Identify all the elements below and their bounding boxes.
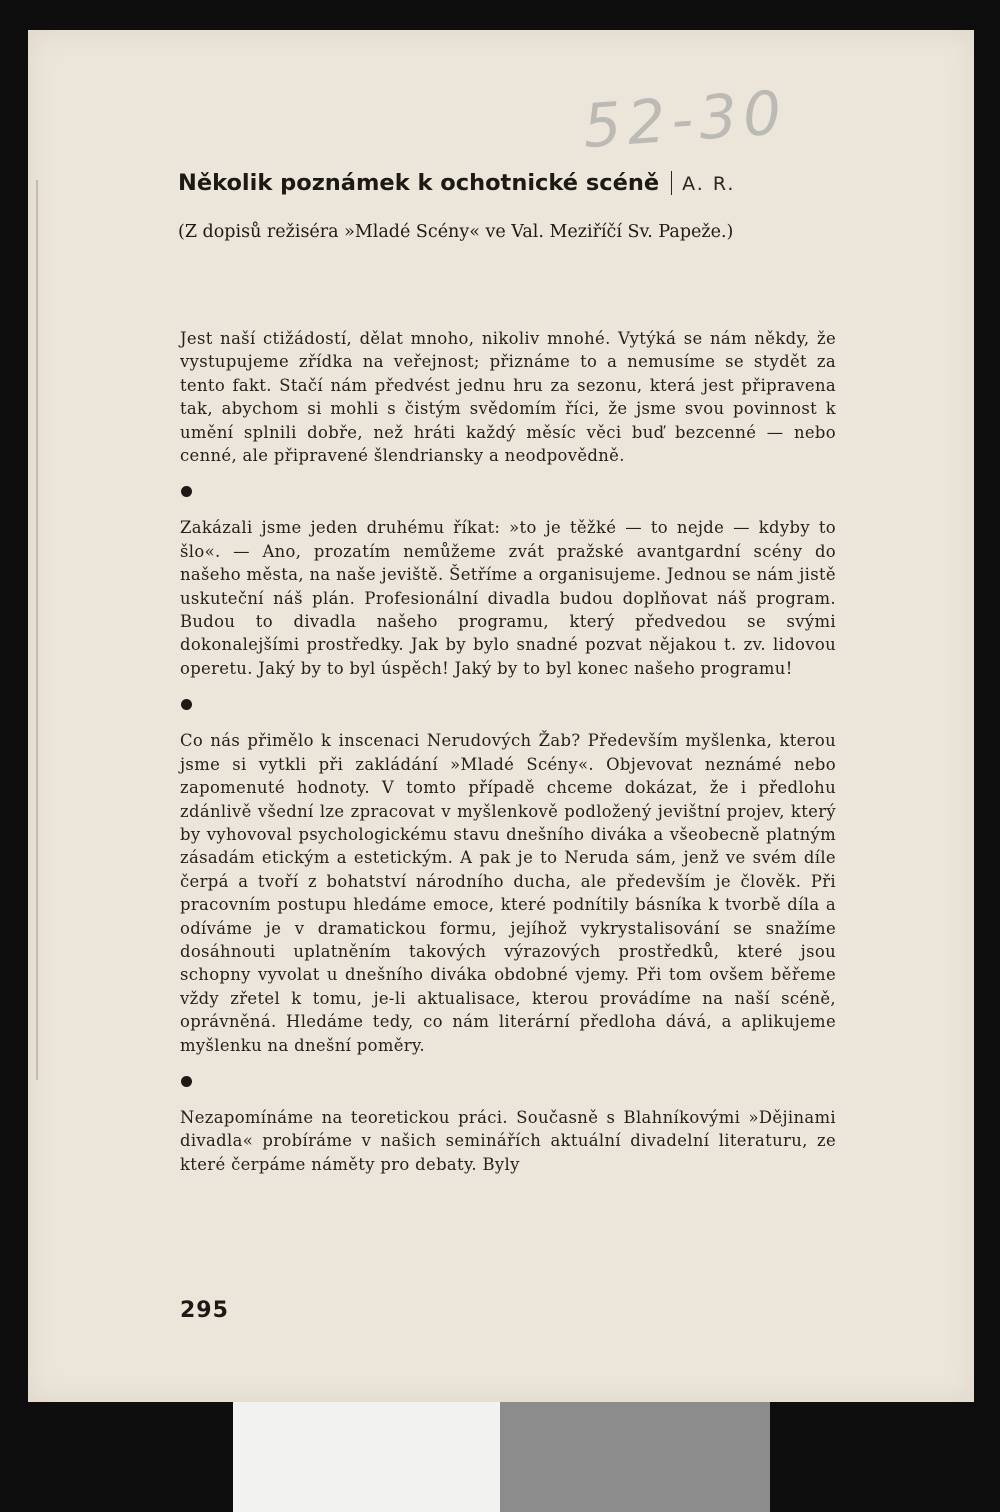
calibration-strip-gray xyxy=(500,1402,770,1512)
title-separator xyxy=(671,171,672,195)
paragraph: Zakázali jsme jeden druhému říkat: »to je těžké — to nejde — kdyby to šlo«. — Ano, prozatím nemůžeme zvát pražské avantgardní scény do našeho města, na naše jeviště. Šetříme a organisujeme. Jednou se nám jistě uskuteční náš plán. Profesionální divadla budou doplňovat náš program. Budou to divadla našeho programu, který předvedou se svými dokonalejšími prostředky. Jak by bylo snadné pozvat nějakou t. zv. lidovou operetu. Jaký by to byl úspěch! Jaký by to byl konec našeho programu! xyxy=(180,518,836,678)
article-title: Několik poznámek k ochotnické scéně xyxy=(178,170,660,196)
section-bullet xyxy=(181,486,192,497)
article-subtitle: (Z dopisů režiséra »Mladé Scény« ve Val. Meziříčí Sv. Papeže.) xyxy=(178,222,734,242)
section-bullet xyxy=(181,1076,192,1087)
section-bullet xyxy=(181,699,192,710)
document-page xyxy=(28,30,974,1402)
article-author: A. R. xyxy=(682,173,736,195)
paragraph: Co nás přimělo k inscenaci Nerudových Žab? Především myšlenka, kterou jsme si vytkli při zakládání »Mladé Scény«. Objevovat neznámé nebo zapomenuté hodnoty. V tomto případě chceme dokázat, že i předlohu zdánlivě všední lze zpracovat v myšlenkově podložený jevištní projev, který by vyhovoval psychologickému stavu dnešního diváka a všeobecně platným zásadám etickým a estetickým. A pak je to Neruda sám, jenž ve svém díle čerpá a tvoří z bohatství národního ducha, ale především je člověk. Při pracovním postupu hledáme emoce, které podnítily básníka k tvorbě díla a odíváme je v dramatickou formu, jejíhož vykrystalisování se snažíme dosáhnouti uplatněním takových výrazových prostředků, které jsou schopny vyvolat u dnešního diváka obdobné vjemy. Při tom ovšem běřeme vždy zřetel k tomu, je-li aktualisace, kterou provádíme na naší scéně, oprávněná. Hledáme tedy, co nám literární předloha dává, a aplikujeme myšlenku na dnešní poměry. xyxy=(180,731,836,1055)
calibration-strip-white xyxy=(233,1402,500,1512)
article-body xyxy=(180,327,836,1176)
page-number: 295 xyxy=(180,1298,229,1323)
paragraph: Jest naší ctižádostí, dělat mnoho, nikoliv mnohé. Vytýká se nám někdy, že vystupujeme zřídka na veřejnost; přiznáme to a nemusíme se stydět za tento fakt. Stačí nám předvést jednu hru za sezonu, která jest připravena tak, abychom si mohli s čistým svědomím říci, že jsme svou povinnost k umění splnili dobře, než hráti každý měsíc věci buď bezcenné — nebo cenné, ale připravené šlendriansky a neodpovědně. xyxy=(180,329,836,466)
paragraph: Nezapomínáme na teoretickou práci. Současně s Blahníkovými »Dějinami divadla« probíráme v našich seminářích aktuální divadelní literaturu, ze které čerpáme náměty pro debaty. Byly xyxy=(180,1107,836,1174)
pencil-annotation: 52-30 xyxy=(580,77,790,163)
article-header xyxy=(178,170,878,196)
